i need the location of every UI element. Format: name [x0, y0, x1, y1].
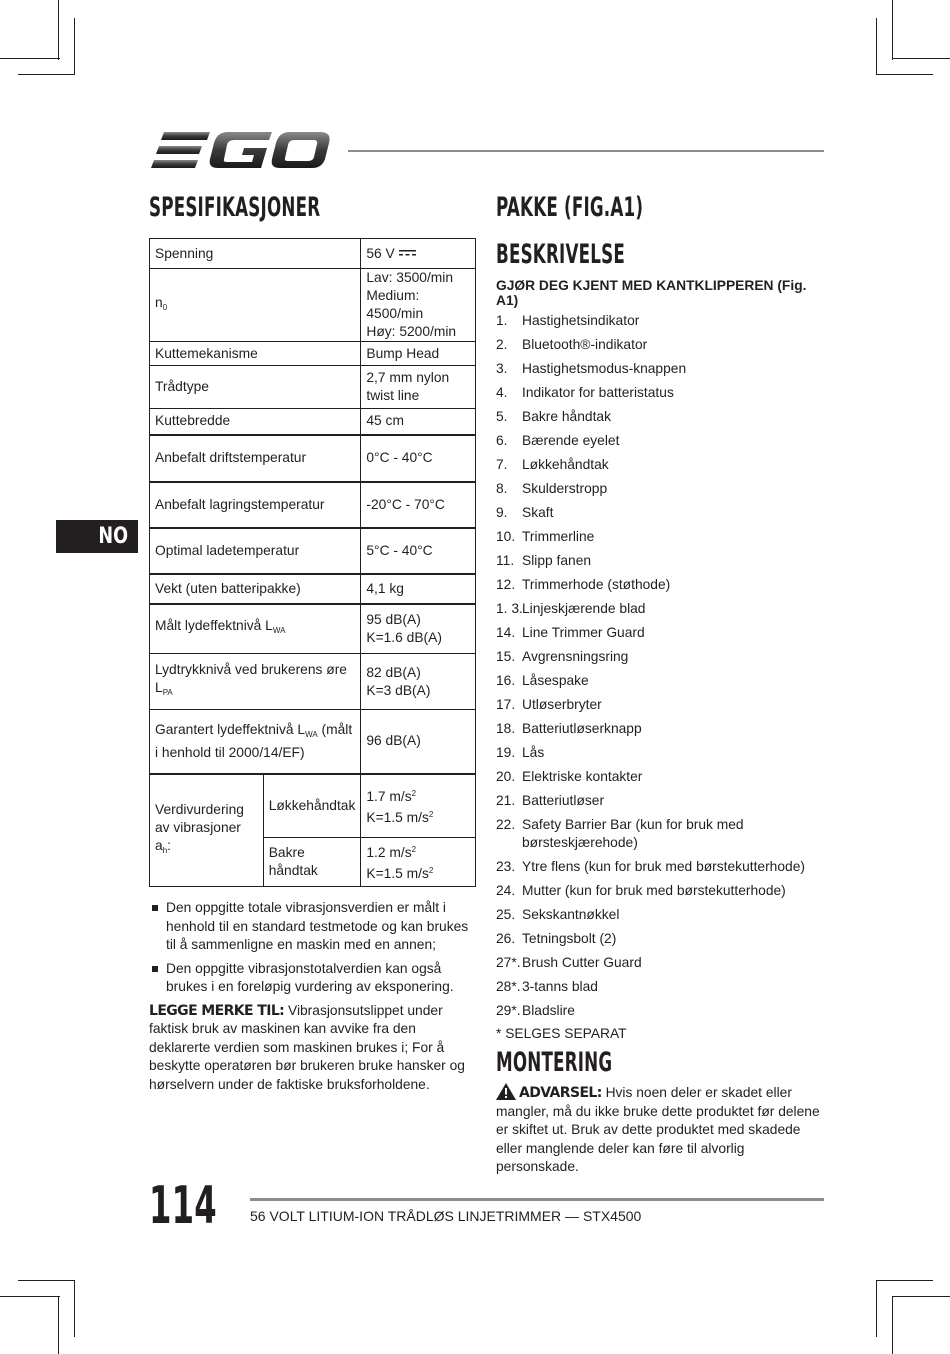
item-text: Linjeskjærende blad — [522, 601, 646, 616]
table-row — [150, 604, 476, 654]
spec-label: Anbefalt lagringstemperatur — [150, 482, 361, 528]
table-row — [150, 774, 476, 838]
list-item — [496, 816, 826, 852]
item-text: Safety Barrier Bar (kun for bruk med børsteskjærehode) — [522, 817, 744, 850]
item-text: Trimmerhode (støthode) — [522, 577, 671, 592]
spec-value: 45 cm — [361, 409, 476, 435]
list-item — [496, 672, 826, 690]
list-item — [496, 744, 826, 762]
spec-value: 0°C - 40°C — [361, 435, 476, 482]
spec-value: 1.7 $m/s^2$ K=1.5 $m/s^2$ — [361, 774, 476, 838]
spec-label: $n_0$ — [150, 269, 361, 342]
list-item — [496, 1002, 826, 1020]
item-number: 5. — [496, 409, 508, 424]
list-item — [496, 576, 826, 594]
spec-value: 2,7 mm nylon twist line — [361, 366, 476, 409]
crop-mark — [18, 1280, 75, 1281]
item-number: 15. — [496, 649, 516, 664]
list-item — [496, 504, 826, 522]
item-number: 22. — [496, 817, 516, 832]
list-item — [496, 312, 826, 330]
list-item — [496, 978, 826, 996]
spec-value: 4,1 kg — [361, 574, 476, 604]
spec-value: 5°C - 40°C — [361, 528, 476, 574]
item-number: 10. — [496, 529, 516, 544]
item-text: Hastighetsindikator — [522, 313, 640, 328]
list-item: Den oppgitte vibrasjonstotalverdien kan også brukes i en foreløpig vurdering av eksponering. — [149, 960, 476, 997]
table-row — [150, 710, 476, 774]
spec-label: Spenning — [150, 239, 361, 269]
warning-paragraph: ADVARSEL: Hvis noen deler er skadet eller mangler, må du ikke bruke dette produktet før delene er skiftet ut. Bruk av dette produktet med skadede eller manglende deler kan føre til alvorlig personskade. — [496, 1085, 820, 1174]
item-number: 1. 3. — [496, 601, 523, 616]
description-subtitle: GJØR DEG KJENT MED KANTKLIPPEREN (Fig. A1) — [496, 278, 807, 308]
sold-separately-note: * SELGES SEPARAT — [496, 1026, 627, 1041]
spec-label: Målt lydeffektnivå $L_{WA}$ — [150, 604, 361, 654]
item-text: Slipp fanen — [522, 553, 592, 568]
list-item — [496, 600, 826, 618]
item-text: Elektriske kontakter — [522, 769, 643, 784]
warning-icon — [496, 1083, 516, 1100]
list-item — [496, 528, 826, 546]
list-item — [496, 696, 826, 714]
item-number: 9. — [496, 505, 508, 520]
specifications-title: SPESIFIKASJONER — [149, 192, 321, 223]
item-text: Skulderstropp — [522, 481, 608, 496]
notice-paragraph: LEGGE MERKE TIL: Vibrasjonsutslippet under faktisk bruk av maskinen kan avvike fra den deklarerte verdien som maskinen brukes i; For å beskytte operatøren bør brukeren bruke hansker og hørselvern under de faktiske bruksforholdene. — [149, 1002, 465, 1092]
spec-value: 82 dB(A) K=3 dB(A) — [361, 654, 476, 710]
item-text: Skaft — [522, 505, 554, 520]
spec-label: Anbefalt driftstemperatur — [150, 435, 361, 482]
list-item — [496, 456, 826, 474]
item-text: Avgrensningsring — [522, 649, 629, 664]
spec-value: -20°C - 70°C — [361, 482, 476, 528]
item-text: Bakre håndtak — [522, 409, 611, 424]
table-row — [150, 435, 476, 482]
handle-label: Løkkehåndtak — [263, 774, 361, 838]
table-row — [150, 239, 476, 269]
item-number: 14. — [496, 625, 516, 640]
spec-label: Vekt (uten batteripakke) — [150, 574, 361, 604]
crop-mark — [876, 1280, 933, 1281]
item-text: Batteriutløser — [522, 793, 605, 808]
crop-mark — [58, 0, 59, 60]
table-row — [150, 409, 476, 435]
spec-label: Optimal ladetemperatur — [150, 528, 361, 574]
crop-mark — [892, 1296, 893, 1354]
spec-value: 56 V — [361, 239, 476, 269]
item-text: Brush Cutter Guard — [522, 955, 642, 970]
spec-label: Kuttebredde — [150, 409, 361, 435]
warning-label: ADVARSEL: — [519, 1085, 602, 1101]
item-text: Bluetooth®-indikator — [522, 337, 648, 352]
assembly-title: MONTERING — [496, 1047, 613, 1078]
spec-label: Trådtype — [150, 366, 361, 409]
item-number: 25. — [496, 907, 516, 922]
item-text: Sekskantnøkkel — [522, 907, 620, 922]
crop-mark — [876, 74, 933, 75]
item-number: 6. — [496, 433, 508, 448]
language-code: NO — [98, 524, 128, 549]
list-item — [496, 720, 826, 738]
table-row — [150, 342, 476, 366]
spec-value: Lav: 3500/min Medium: 4500/min Høy: 5200/min — [361, 269, 476, 342]
list-item: Den oppgitte totale vibrasjonsverdien er målt i henhold til en standard testmetode og kan brukes til å sammenligne en maskin med en annen; — [149, 899, 476, 955]
table-row — [150, 574, 476, 604]
item-number: 21. — [496, 793, 516, 808]
crop-mark — [892, 0, 893, 60]
list-item — [496, 906, 826, 924]
crop-mark — [0, 1296, 60, 1297]
dc-symbol-icon — [399, 249, 416, 257]
specifications-column — [149, 192, 476, 1094]
item-text: Indikator for batteristatus — [522, 385, 674, 400]
table-row — [150, 269, 476, 342]
notice-label: LEGGE MERKE TIL: — [149, 1002, 285, 1019]
description-column — [496, 192, 826, 1177]
item-number: 20. — [496, 769, 516, 784]
language-tab — [56, 520, 138, 553]
item-number: 2. — [496, 337, 508, 352]
crop-mark — [892, 58, 950, 59]
item-text: Ytre flens (kun for bruk med børstekutterhode) — [522, 859, 805, 874]
item-text: Løkkehåndtak — [522, 457, 609, 472]
table-row — [150, 366, 476, 409]
item-number: 1. — [496, 313, 508, 328]
item-number: 3. — [496, 361, 508, 376]
list-item — [496, 768, 826, 786]
specifications-table — [149, 238, 476, 887]
item-number: 18. — [496, 721, 516, 736]
item-number: 28*. — [496, 979, 521, 994]
handle-label: Bakre håndtak — [263, 838, 361, 887]
table-row — [150, 482, 476, 528]
spec-value: 95 dB(A) K=1.6 dB(A) — [361, 604, 476, 654]
list-item — [496, 930, 826, 948]
item-number: 8. — [496, 481, 508, 496]
item-text: Batteriutløserknapp — [522, 721, 642, 736]
list-item — [496, 792, 826, 810]
item-text: Line Trimmer Guard — [522, 625, 645, 640]
item-number: 11. — [496, 553, 515, 568]
item-text: Bærende eyelet — [522, 433, 620, 448]
item-text: Mutter (kun for bruk med børstekutterhode) — [522, 883, 786, 898]
item-number: 27*. — [496, 955, 521, 970]
item-number: 23. — [496, 859, 516, 874]
list-item — [496, 360, 826, 378]
spec-value: 1.2 $m/s^2$ K=1.5 $m/s^2$ — [361, 838, 476, 887]
list-item — [496, 336, 826, 354]
item-text: Bladslire — [522, 1003, 575, 1018]
crop-mark — [74, 18, 75, 75]
item-number: 17. — [496, 697, 516, 712]
spec-label: Kuttemekanisme — [150, 342, 361, 366]
list-item — [496, 624, 826, 642]
spec-label: Garantert lydeffektnivå $L_{WA}$ (målt i henhold til 2000/14/EF) — [150, 710, 361, 774]
vibration-label: Verdivurdering av vibrasjoner $a_h$: — [150, 774, 264, 887]
list-item — [496, 648, 826, 666]
vibration-notes — [149, 899, 476, 997]
header-rule — [348, 150, 824, 152]
crop-mark — [0, 58, 60, 59]
list-item — [496, 384, 826, 402]
page-number: 114 — [149, 1176, 217, 1236]
crop-mark — [18, 74, 75, 75]
item-number: 4. — [496, 385, 508, 400]
footer-rule — [250, 1198, 824, 1201]
spec-value: 96 dB(A) — [361, 710, 476, 774]
footer-title: 56 VOLT LITIUM-ION TRÅDLØS LINJETRIMMER — STX4500 — [250, 1208, 642, 1224]
table-row — [150, 528, 476, 574]
list-item — [496, 552, 826, 570]
item-number: 16. — [496, 673, 516, 688]
list-item — [496, 432, 826, 450]
item-text: Tetningsbolt (2) — [522, 931, 617, 946]
list-item — [496, 954, 826, 972]
item-text: Trimmerline — [522, 529, 595, 544]
item-number: 24. — [496, 883, 516, 898]
item-text: Lås — [522, 745, 545, 760]
item-text: 3-tanns blad — [522, 979, 598, 994]
crop-mark — [74, 1280, 75, 1337]
list-item — [496, 408, 826, 426]
item-number: 12. — [496, 577, 516, 592]
spec-label: Lydtrykknivå ved brukerens øre $L_{PA}$ — [150, 654, 361, 710]
crop-mark — [892, 1296, 950, 1297]
crop-mark — [876, 18, 877, 75]
item-text: Utløserbryter — [522, 697, 602, 712]
parts-list — [496, 312, 826, 1020]
item-number: 29*. — [496, 1003, 521, 1018]
crop-mark — [58, 1296, 59, 1354]
list-item — [496, 480, 826, 498]
item-number: 26. — [496, 931, 516, 946]
item-number: 19. — [496, 745, 516, 760]
list-item — [496, 882, 826, 900]
package-title: PAKKE (FIG.A1) — [496, 192, 644, 223]
spec-value: Bump Head — [361, 342, 476, 366]
item-number: 7. — [496, 457, 508, 472]
item-text: Låsespake — [522, 673, 589, 688]
table-row — [150, 654, 476, 710]
description-title: BESKRIVELSE — [496, 239, 625, 270]
crop-mark — [876, 1280, 877, 1337]
ego-logo — [150, 130, 332, 172]
list-item — [496, 858, 826, 876]
item-text: Hastighetsmodus-knappen — [522, 361, 687, 376]
